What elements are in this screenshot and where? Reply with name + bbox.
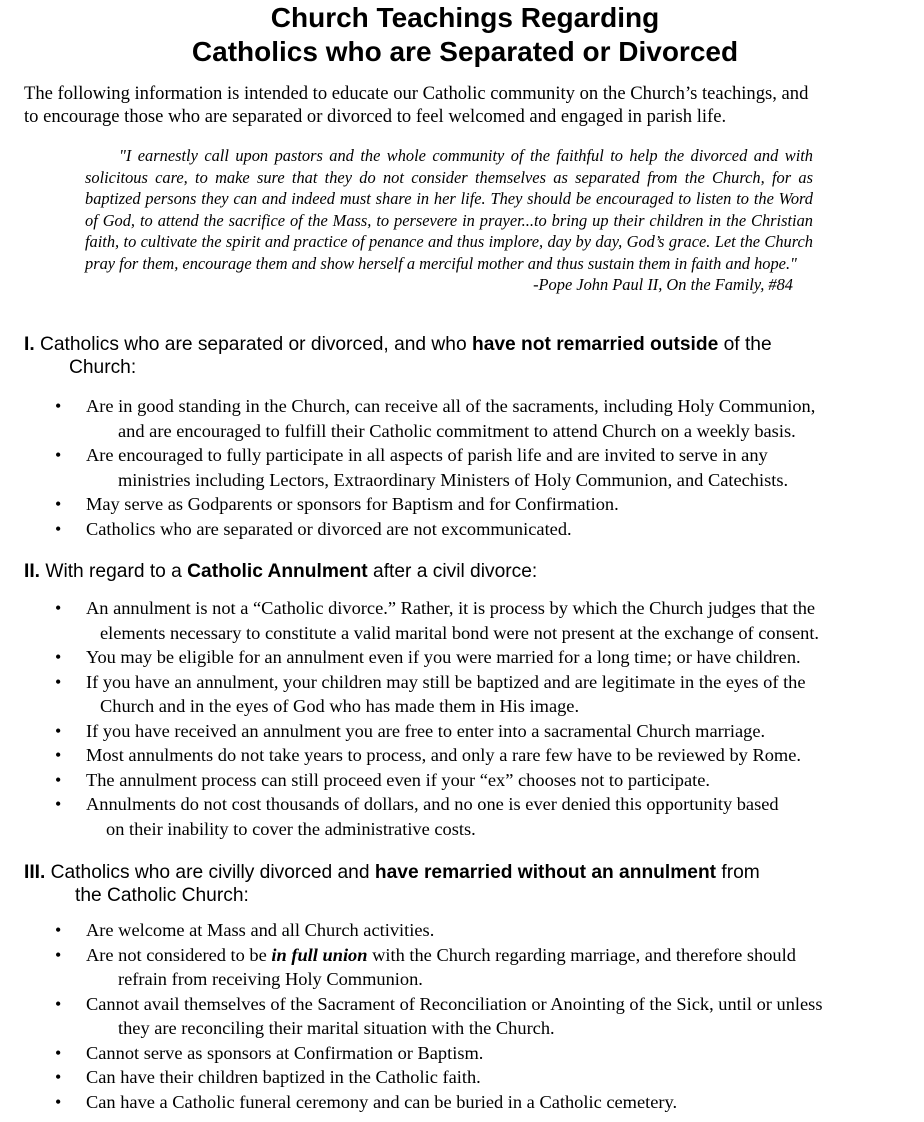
list-item: • Are welcome at Mass and all Church activities.	[0, 918, 924, 943]
section-2-heading-pre: With regard to a	[40, 561, 188, 582]
bullet-icon: •	[55, 944, 62, 965]
document-title-line-2: Catholics who are Separated or Divorced	[191, 36, 739, 67]
list-item: • If you have received an annulment you are free to enter into a sacramental Church marriage.	[0, 719, 924, 744]
bullet-icon: •	[55, 794, 62, 814]
section-1-heading	[24, 333, 904, 379]
section-2-list	[0, 596, 924, 841]
list-item: • Most annulments do not take years to process, and only a rare few have to be reviewed by Rome.	[0, 743, 924, 768]
list-item: • May serve as Godparents or sponsors for Baptism and for Confirmation.	[0, 492, 924, 517]
section-3-heading-line-2: the Catholic Church:	[75, 885, 249, 906]
section-3-heading-bold: have remarried without an annulment	[374, 862, 717, 883]
section-1-heading-line-2: Church:	[69, 357, 137, 378]
pope-quote	[85, 145, 813, 296]
bullet-icon: •	[55, 647, 62, 667]
intro-paragraph	[24, 82, 904, 128]
section-1-list	[0, 394, 924, 541]
bullet-icon: •	[55, 671, 62, 692]
list-item: • You may be eligible for an annulment even if you were married for a long time; or have children.	[0, 645, 924, 670]
document-title-line-1: Church Teachings Regarding	[270, 2, 660, 33]
list-item: • An annulment is not a “Catholic divorce.” Rather, it is process by which the Church judges that the elements necessary to constitute a valid marital bond were not present at the exchange of consent.	[55, 598, 820, 643]
bullet-icon: •	[55, 494, 62, 514]
bullet-icon: •	[55, 396, 62, 416]
list-item: • The annulment process can still proceed even if your “ex” chooses not to participate.	[0, 768, 924, 793]
list-item: • Are encouraged to fully participate in all aspects of parish life and are invited to serve in any ministries including Lectors, Extraordinary Ministers of Holy Communion, and Catechists.	[55, 445, 789, 490]
section-1-numeral: I.	[24, 334, 35, 355]
bullet-icon: •	[55, 1042, 62, 1063]
section-2-heading-post: after a civil divorce:	[367, 561, 538, 582]
list-item: • Can have their children baptized in the Catholic faith.	[0, 1065, 924, 1090]
bullet-icon: •	[55, 720, 62, 741]
list-item: • Are not considered to be in full union with the Church regarding marriage, and therefore should refrain from receiving Holy Communion.	[55, 944, 796, 989]
section-3-list	[0, 918, 924, 1114]
section-2-numeral: II.	[24, 561, 40, 582]
section-1-heading-pre: Catholics who are separated or divorced, and who	[34, 334, 472, 355]
emphasis-in-full-union: in full union	[271, 944, 368, 965]
intro-line-1: The following information is intended to educate our Catholic community on the Church’s teachings, and	[24, 83, 809, 104]
quote-text: "I earnestly call upon pastors and the whole community of the faithful to help the divorced and with solicitous care, to make sure that they do not consider themselves as separated from the Church, for as baptized persons they can and indeed must share in her life. They should be encouraged to listen to the Word of God, to attend the sacrifice of the Mass, to persevere in prayer...to bring up their children in the Christian faith, to cultivate the spirit and practice of penance and thus implore, day by day, God’s grace. Let the Church pray for them, encourage them and show herself a merciful mother and thus sustain them in faith and hope."	[85, 146, 813, 273]
section-3-heading-pre: Catholics who are civilly divorced and	[45, 862, 375, 883]
section-2-heading-bold: Catholic Annulment	[187, 561, 368, 582]
section-1-heading-bold: have not remarried outside	[471, 334, 719, 355]
bullet-icon: •	[55, 598, 62, 618]
bullet-icon: •	[55, 745, 62, 765]
section-1-heading-post: of the	[718, 334, 772, 355]
section-2-heading	[24, 560, 904, 583]
section-3-heading-post: from	[716, 862, 760, 883]
list-item: • Annulments do not cost thousands of dollars, and no one is ever denied this opportunity based on their inability to cover the administrative costs.	[55, 794, 779, 839]
list-item: • If you have an annulment, your children may still be baptized and are legitimate in the eyes of the Church and in the eyes of God who has made them in His image.	[55, 671, 806, 716]
bullet-icon: •	[55, 993, 62, 1014]
list-item: • Can have a Catholic funeral ceremony and can be buried in a Catholic cemetery.	[0, 1090, 924, 1115]
list-item: • Cannot avail themselves of the Sacrament of Reconciliation or Anointing of the Sick, until or unless they are reconciling their marital situation with the Church.	[55, 993, 823, 1038]
bullet-icon: •	[55, 518, 62, 539]
bullet-icon: •	[55, 920, 62, 940]
section-3-heading	[24, 861, 904, 907]
quote-attribution: -Pope John Paul II, On the Family, #84	[533, 275, 793, 294]
intro-line-2: to encourage those who are separated or divorced to feel welcomed and engaged in parish life.	[24, 106, 727, 127]
bullet-icon: •	[55, 769, 62, 790]
bullet-icon: •	[55, 1067, 62, 1087]
list-item: • Cannot serve as sponsors at Confirmation or Baptism.	[0, 1041, 924, 1066]
list-item: • Catholics who are separated or divorced are not excommunicated.	[0, 517, 924, 542]
bullet-icon: •	[55, 445, 62, 465]
bullet-icon: •	[55, 1091, 62, 1112]
section-3-numeral: III.	[24, 862, 46, 883]
list-item: • Are in good standing in the Church, can receive all of the sacraments, including Holy Communion, and are encouraged to fulfill their Catholic commitment to attend Church on a weekly basis.	[55, 396, 816, 441]
